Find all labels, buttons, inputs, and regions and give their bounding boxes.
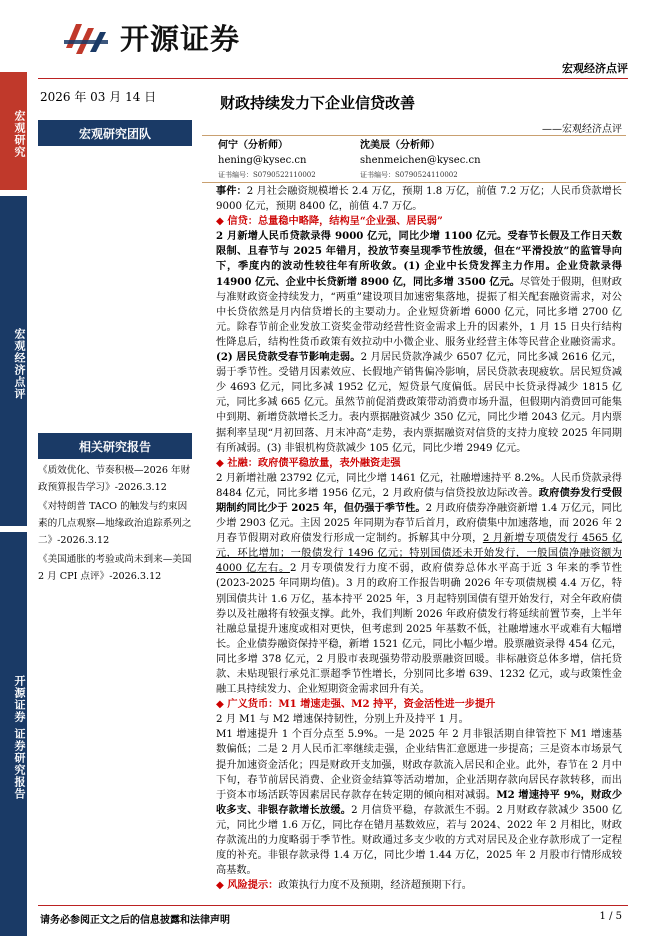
side-label-research: 宏观研究 <box>0 72 27 190</box>
author-block <box>218 138 316 183</box>
event-paragraph: 事件：2 月社会融资规模增长 2.4 万亿，预期 1.8 万亿，前值 7.2 万亿；人民币贷款增长 9000 亿元，预期 8400 亿，前值 4.7 万亿。 <box>216 185 622 213</box>
section-heading: ◆ 广义货币：M1 增速走强、M2 持平，资金活性进一步提升 <box>216 698 496 711</box>
author-email[interactable]: hening@kysec.cn <box>218 155 307 166</box>
kysec-logo-icon <box>60 18 120 60</box>
doc-type: 宏观经济点评 <box>562 62 628 75</box>
title-divider <box>202 135 626 136</box>
page-subtitle: ——宏观经济点评 <box>542 124 622 135</box>
diamond-bullet-icon: ◆ <box>216 456 228 469</box>
report-date: 2026 年 03 月 14 日 <box>40 90 157 104</box>
paragraph: 2 月新增人民币贷款录得 9000 亿元，同比少增 1100 亿元。受春节长假及工作日天数限制、且春节与 2025 年错月，投放节奏呈现季节性放缓，但在“平滑投放”的监管导向下，季度内的波动性较往年有所收敛。(1) 企业中长贷发挥主力作用。企业贷款录得 14900 亿元、企业中长贷新增 8900 亿，同比多增 3500 亿元。尽管处于假期，但财政与准财政资金持续发力，“两重”建设项目加速密集落地，提振了相关配套融资需求，对公中长贷依然是月内信贷增长的主要动力。企业短贷新增 6000 亿元，同比多增 2700 亿元。除春节前企业发放工资奖金带动经营性资金需求上升的因素外，1 月 15 日央行结构性降息后，结构性货币政策有效拉动中小微企业、服务业经营主体等民营企业融资需求。(2) 居民贷款受春节影响走弱。2 月居民贷款净减少 6507 亿元，同比多减 2616 亿元，弱于季节性。受错月因素效应、长假地产销售偏冷影响，居民贷款表现疲软。居民短贷减少 4693 亿元，同比多减 1952 亿元，短贷景气度偏低。居民中长贷录得减少 1815 亿元，同比多减 665 亿元。虽然节前促消费政策带动消费市场升温，但假期内消费回可能集中到期、新增贷款增长乏力。表内票据融资减少 350 亿元，同比少增 2043 亿元。月内票据利率呈现“月初回落、月末冲高”走势，表内票据融资对信贷的支持力度较 2025 年同期有所减弱。(3) 非银机构贷款减少 105 亿元，同比少增 2949 亿元。 <box>216 230 622 454</box>
related-report-item[interactable]: 《质效优化、节奏积极—2026 年财政预算报告学习》-2026.3.12 <box>38 465 191 493</box>
page-number: 1 / 5 <box>599 911 622 922</box>
side-label-brand: 开源证券 证券研究报告 <box>0 532 27 936</box>
author-cert: 证书编号：S0790524110002 <box>360 171 458 179</box>
team-label: 宏观研究团队 <box>38 120 192 146</box>
risk-paragraph: ◆ 风险提示：政策执行力度不及预期，经济超预期下行。 <box>216 879 472 892</box>
related-reports-list <box>38 462 196 587</box>
author-block <box>360 138 481 183</box>
author-name: 何宁（分析师） <box>218 140 288 151</box>
paragraph: 2 月新增社融 23792 亿元，同比少增 1461 亿元，社融增速持平 8.2%。人民币贷款录得 8484 亿元，同比多增 1956 亿元，2 月政府债与信贷投放边际改善。政府债券发行受假期制约同比少于 2025 年，但仍强于季节性。2 月政府债券净融资新增 1.4 万亿元，同比少增 2903 亿元。主因 2025 年同期为春节后首月，政府债集中加速落地，而 2026 年 2 月春节假期对政府债发行形成一定制约。拆解其中分项，2 月新增专项债发行 4565 亿元，环比增加；一般债发行 1496 亿元；特别国债还未开始发行，一般国债净融资额为 4000 亿左右。2 月专项债发行力度不弱，政府债券总体水平高于近 3 年来的季节性 (2023-2025 年同期均值)。3 月的政府工作报告明确 2026 年专项债规模 4.4 万亿，特别国债共计 1.6 万亿，基本持平 2025 年，3 月起特别国债有望开始发行，对全年政府债券以及社融将有较强支撑。此外，我们判断 2026 年政府债发行将延续前置节奏，上半年社融总量提升速度或相对更快，但考虑到 2025 年基数不低，社融增速水平或难有大幅增长。企业债券融资保持平稳，新增 1521 亿元，同比小幅少增。股票融资录得 454 亿元，同比多增 378 亿元，2 月股市表现强势带动股票融资回暖。非标融资总体多增，信托贷款、未贴现银行承兑汇票超季节性增长，分别同比多增 639、1232 亿元，或与政策性金融工具持续发力、企业短期资金需求回升有关。 <box>216 472 623 696</box>
diamond-bullet-icon: ◆ <box>216 879 228 892</box>
side-label-type: 宏观经济点评 <box>0 196 27 526</box>
article-body <box>216 184 622 893</box>
author-cert: 证书编号：S0790522110002 <box>218 171 316 179</box>
side-strip <box>0 72 27 936</box>
related-report-item[interactable]: 《美国通胀的考验或尚未到来—美国2 月 CPI 点评》-2026.3.12 <box>38 554 192 582</box>
paragraph: M1 增速提升 1 个百分点至 5.9%。一是 2025 年 2 月非银活期自律管控下 M1 增速基数偏低；二是 2 月人民币汇率继续走强，企业结售汇意愿进一步提高；三是资本市场景气提升加速资金活化；四是财政开支加强，财政存款流入居民和企业。此外，春节在 2 月中下旬，春节前居民消费、企业资金结算等活动增加，企业活期存款向居民存款转移，而出于资本市场活跃等因素居民存款存在转定期的倾向相对减弱。M2 增速持平 9%，财政少收多支、非银存款增长放缓。2 月信贷平稳，存款派生不弱。2 月财政存款减少 3500 亿元，同比少增 1.6 万亿，同比存在错月基数效应，若与 2024、2022 年 2 月相比，财政存款流出的力度略弱于季节性。财政通过多支少收的方式对居民及企业存款形成了一定程度的补充。非银存款录得 1.4 万亿，同比少增 1.44 万亿，2025 年 2 月股市行情形成较高基数。 <box>216 729 623 877</box>
author-divider <box>202 182 626 183</box>
author-email[interactable]: shenmeichen@kysec.cn <box>360 155 481 166</box>
related-reports-label: 相关研究报告 <box>38 433 192 459</box>
brand-name: 开源证券 <box>120 22 241 56</box>
section-heading: ◆ 信贷：总量稳中略降，结构呈“企业强、居民弱” <box>216 215 443 228</box>
event-label: 事件： <box>216 185 247 197</box>
header-divider <box>38 78 628 79</box>
diamond-bullet-icon: ◆ <box>216 698 228 711</box>
section-heading: ◆ 社融：政府债平稳放量，表外融资走强 <box>216 456 401 469</box>
footer-divider <box>38 905 628 906</box>
paragraph: 2 月 M1 与 M2 增速保持韧性，分别上升及持平 1 月。 <box>216 714 469 726</box>
footer-disclaimer: 请务必参阅正文之后的信息披露和法律声明 <box>40 915 230 926</box>
related-report-item[interactable]: 《对特朗普 TACO 的触发与约束因素的几点观察—地缘政治追踪系列之二》-2026.3.12 <box>38 501 192 546</box>
diamond-bullet-icon: ◆ <box>216 215 228 228</box>
page-title: 财政持续发力下企业信贷改善 <box>220 94 416 112</box>
author-name: 沈美辰（分析师） <box>360 140 440 151</box>
